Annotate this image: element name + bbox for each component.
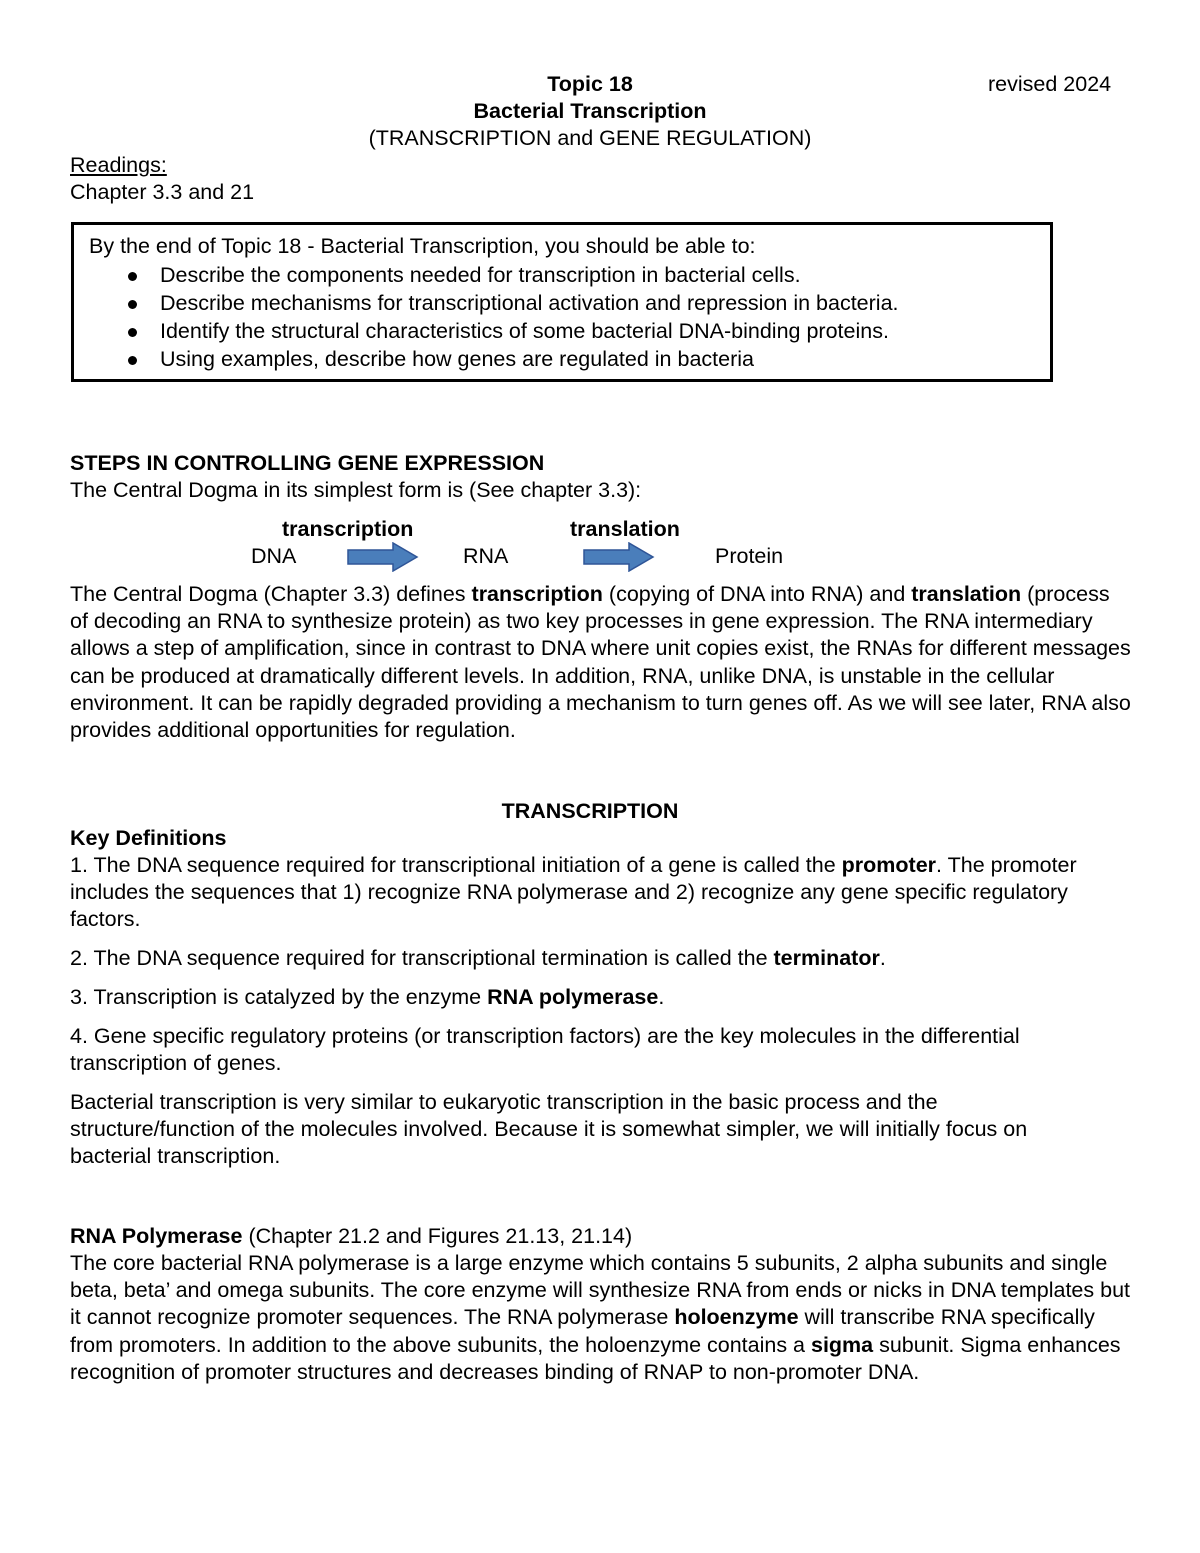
bullet-icon [128, 272, 137, 281]
bacterial-transcription-paragraph: Bacterial transcription is very similar to eukaryotic transcription in the basic process and the structure/function of the molecules involved. Because it is somewhat simpler, we will initially focus on bacterial transcription. [70, 1090, 1028, 1169]
objective-item: Describe mechanisms for transcriptional activation and repression in bacteria. [160, 291, 899, 315]
definition-regulatory-proteins: 4. Gene specific regulatory proteins (or transcription factors) are the key molecules in the differential transcription of genes. [70, 1024, 1020, 1076]
dogma-label-translation: translation [570, 517, 680, 541]
objective-item: Describe the components needed for transcription in bacterial cells. [160, 263, 801, 287]
page-title: Bacterial Transcription [473, 99, 707, 123]
rna-polymerase-heading: RNA Polymerase (Chapter 21.2 and Figures 21.13, 21.14) [70, 1224, 633, 1248]
objective-item: Using examples, describe how genes are regulated in bacteria [160, 347, 754, 371]
key-definitions-heading: Key Definitions [70, 826, 227, 850]
readings-label: Readings: [70, 153, 167, 177]
revised-date: revised 2024 [988, 72, 1112, 96]
right-arrow-icon [347, 542, 419, 572]
definition-terminator: 2. The DNA sequence required for transcriptional termination is called the terminator. [70, 946, 886, 970]
bullet-icon [128, 300, 137, 309]
steps-heading: STEPS IN CONTROLLING GENE EXPRESSION [70, 451, 545, 475]
readings-value: Chapter 3.3 and 21 [70, 180, 255, 204]
objective-item: Identify the structural characteristics of some bacterial DNA-binding proteins. [160, 319, 889, 343]
transcription-heading: TRANSCRIPTION [501, 799, 679, 823]
bullet-icon [128, 328, 137, 337]
topic-number: Topic 18 [547, 72, 633, 96]
definition-promoter: 1. The DNA sequence required for transcriptional initiation of a gene is called the promoter. The promoter includes the sequences that 1) recognize RNA polymerase and 2) recognize any gene specific regulatory factors. [70, 853, 1077, 932]
rna-polymerase-paragraph: The core bacterial RNA polymerase is a large enzyme which contains 5 subunits, 2 alpha subunits and single beta, beta’ and omega subunits. The core enzyme will synthesize RNA from ends or nicks in DNA templates but it cannot recognize promoter sequences. The RNA polymerase holoenzyme will transcribe RNA specifically from promoters. In addition to the above subunits, the holoenzyme contains a sigma subunit. Sigma enhances recognition of promoter structures and decreases binding of RNAP to non-promoter DNA. [70, 1251, 1130, 1384]
right-arrow-icon [583, 542, 655, 572]
steps-intro: The Central Dogma in its simplest form is (See chapter 3.3): [70, 478, 642, 502]
dogma-node-protein: Protein [715, 544, 784, 568]
definition-rna-polymerase: 3. Transcription is catalyzed by the enzyme RNA polymerase. [70, 985, 665, 1009]
dogma-node-dna: DNA [251, 544, 297, 568]
page-subtitle: (TRANSCRIPTION and GENE REGULATION) [368, 126, 812, 150]
dogma-node-rna: RNA [463, 544, 509, 568]
central-dogma-paragraph: The Central Dogma (Chapter 3.3) defines transcription (copying of DNA into RNA) and translation (process of decoding an RNA to synthesize protein) as two key processes in gene expression. The RNA intermediary allows a step of amplification, since in contrast to DNA where unit copies exist, the RNAs for different messages can be produced at dramatically different levels. In addition, RNA, unlike DNA, is unstable in the cellular environment. It can be rapidly degraded providing a mechanism to turn genes off. As we will see later, RNA also provides additional opportunities for regulation. [70, 582, 1131, 743]
objectives-intro: By the end of Topic 18 - Bacterial Transcription, you should be able to: [89, 234, 756, 258]
dogma-label-transcription: transcription [282, 517, 414, 541]
objectives-box [71, 222, 1053, 382]
bullet-icon [128, 356, 137, 365]
